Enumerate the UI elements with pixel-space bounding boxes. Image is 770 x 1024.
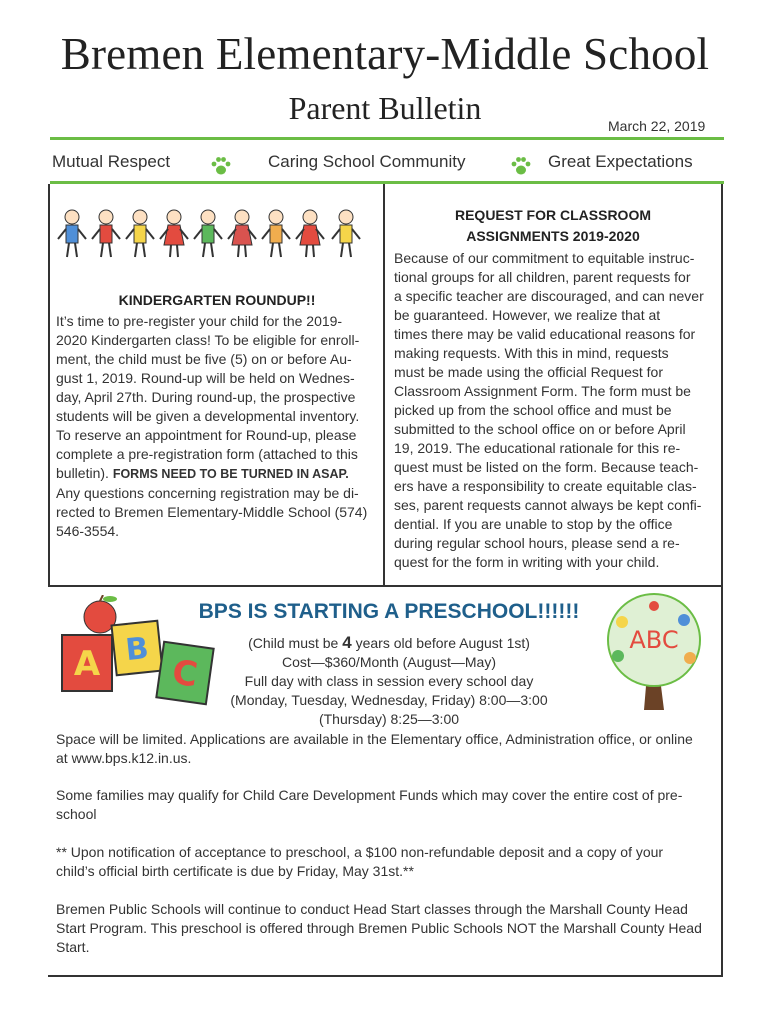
classroom-line: 19, 2019. The educational rationale for this re-	[394, 440, 681, 456]
deposit-line: ** Upon notification of acceptance to preschool, a $100 non-refundable deposit and a copy of your	[56, 844, 664, 860]
classroom-heading-1: REQUEST FOR CLASSROOM	[454, 207, 651, 223]
space-line: Space will be limited. Applications are available in the Elementary office, Administration office, or online	[56, 731, 693, 747]
preschool-title: BPS IS STARTING A PRESCHOOL!!!!!!	[198, 600, 580, 623]
paw-icon	[510, 155, 532, 177]
kindergarten-line	[56, 464, 378, 484]
child-figure	[58, 210, 86, 257]
child-figure	[296, 210, 324, 257]
kindergarten-line: To reserve an appointment for Round-up, please	[56, 427, 357, 443]
funds-line: school	[56, 806, 97, 822]
frame-center-divider	[383, 184, 385, 586]
classroom-line: during regular school hours, please send a re-	[394, 535, 680, 551]
child-figure	[228, 210, 256, 257]
kindergarten-line: Any questions concerning registration may be di-	[56, 485, 359, 501]
headstart-line: Bremen Public Schools will continue to conduct Head Start classes through the Marshall County Head	[56, 901, 688, 917]
kindergarten-section	[56, 291, 378, 541]
classroom-section	[394, 205, 712, 572]
motto-mutual-respect: Mutual Respect	[52, 152, 171, 171]
kindergarten-line: 546-3554.	[56, 523, 120, 539]
kindergarten-line: rected to Bremen Elementary-Middle School (574)	[56, 504, 368, 520]
classroom-heading-2: ASSIGNMENTS 2019-2020	[466, 228, 640, 244]
kindergarten-line: complete a pre-registration form (attached to this	[56, 446, 358, 462]
forms-asap-notice: FORMS NEED TO BE TURNED IN ASAP.	[112, 467, 349, 481]
frame-left-top	[48, 184, 50, 586]
preschool-full-day: Full day with class in session every school day	[244, 673, 534, 689]
classroom-line: dential. If you are unable to stop by the office	[394, 516, 673, 532]
kindergarten-line: students will be given a developmental inventory.	[56, 408, 360, 424]
classroom-line: quest for the form in writing with your child.	[394, 554, 660, 570]
motto-caring-community: Caring School Community	[268, 152, 466, 171]
header-rule-bottom	[50, 181, 724, 184]
classroom-line: submitted to the school office on or before April	[394, 421, 686, 437]
child-figure	[126, 210, 154, 257]
kindergarten-line: ment, the child must be five (5) on or before Au-	[56, 351, 352, 367]
preschool-thursday: (Thursday) 8:25—3:00	[318, 711, 460, 727]
motto-great-expectations: Great Expectations	[548, 152, 693, 171]
frame-middle-rule	[48, 585, 723, 587]
header-rule-top	[50, 137, 724, 140]
preschool-age-line	[56, 633, 722, 653]
space-line: at www.bps.k12.in.us.	[56, 750, 192, 766]
kindergarten-line: It’s time to pre-register your child for the 2019-	[56, 313, 343, 329]
frame-bottom-rule	[48, 975, 723, 977]
classroom-line: must be made using the official Request for	[394, 364, 664, 380]
classroom-line: a specific teacher are discouraged, and can never	[394, 288, 704, 304]
block-b-letter: B	[123, 630, 151, 669]
deposit-line: child’s official birth certificate is due by Friday, May 31st.**	[56, 863, 414, 879]
classroom-line: times there may be valid educational reasons for	[394, 326, 696, 342]
classroom-line: picked up from the school office and must be	[394, 402, 672, 418]
child-figure	[160, 210, 188, 257]
child-figure	[262, 210, 290, 257]
block-c-letter: C	[169, 652, 200, 696]
headstart-line: Start.	[56, 939, 90, 955]
child-figure	[194, 210, 222, 257]
children-illustration	[56, 205, 372, 267]
preschool-age-after: years old before August 1st)	[351, 635, 530, 651]
kindergarten-line-prefix: bulletin).	[56, 465, 109, 481]
kindergarten-line: day, April 27th. During round-up, the prospective	[56, 389, 356, 405]
classroom-line: making requests. With this in mind, requests	[394, 345, 669, 361]
kindergarten-heading: KINDERGARTEN ROUNDUP!!	[118, 292, 316, 308]
classroom-line: ers have a responsibility to create equitable clas-	[394, 478, 697, 494]
preschool-headstart-paragraph	[56, 900, 722, 957]
classroom-line: Classroom Assignment Form. The form must be	[394, 383, 691, 399]
headstart-line: Start Program. This preschool is offered through Bremen Public Schools NOT the Marshall County Head	[56, 920, 702, 936]
classroom-line: quest must be listed on the form. Because teach-	[394, 459, 699, 475]
classroom-line: tional groups for all children, parent requests for	[394, 269, 691, 285]
kindergarten-line: 2020 Kindergarten class! To be eligible for enroll-	[56, 332, 360, 348]
preschool-age-before: (Child must be	[248, 635, 343, 651]
child-figure	[92, 210, 120, 257]
tree-abc-label: ABC	[629, 626, 679, 654]
school-name: Bremen Elementary-Middle School	[60, 29, 710, 79]
bulletin-title: Parent Bulletin	[288, 90, 482, 126]
classroom-line: Because of our commitment to equitable instruc-	[394, 250, 695, 266]
preschool-funds-paragraph	[56, 786, 722, 824]
preschool-days: (Monday, Tuesday, Wednesday, Friday) 8:00—3:00	[230, 692, 548, 708]
classroom-line: be guaranteed. However, we realize that at	[394, 307, 661, 323]
preschool-age-number: 4	[342, 633, 352, 652]
paw-icon	[210, 155, 232, 177]
kindergarten-line: gust 1, 2019. Round-up will be held on Wednes-	[56, 370, 355, 386]
funds-line: Some families may qualify for Child Care Development Funds which may cover the entire cost of pre-	[56, 787, 683, 803]
preschool-space-paragraph	[56, 730, 722, 768]
bulletin-date: March 22, 2019	[608, 118, 706, 134]
block-a-letter: A	[73, 644, 101, 684]
classroom-line: ses, parent requests cannot always be kept confi-	[394, 497, 702, 513]
preschool-cost: Cost—$360/Month (August—May)	[282, 654, 496, 670]
preschool-deposit-paragraph	[56, 843, 722, 881]
child-figure	[332, 210, 360, 257]
